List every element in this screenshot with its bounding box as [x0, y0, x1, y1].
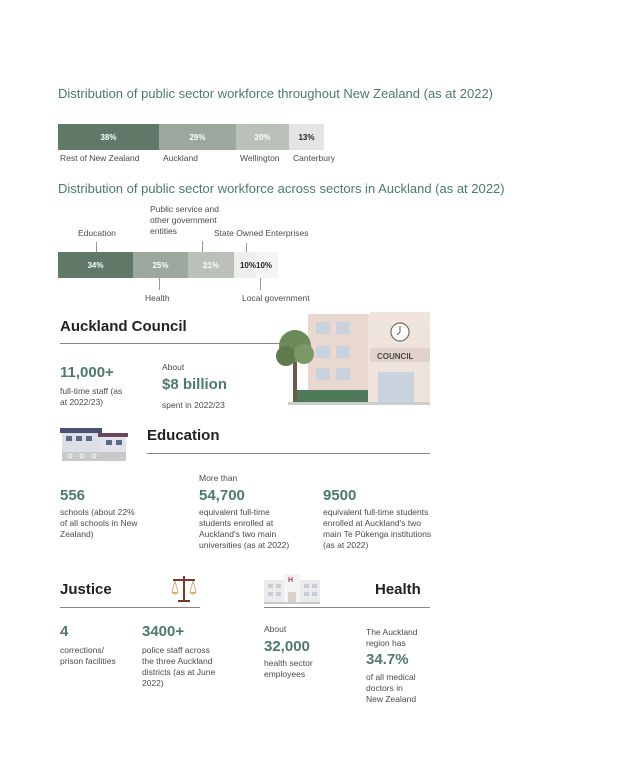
- category-label-1: Auckland: [163, 153, 198, 163]
- council-spend-desc: spent in 2022/23: [162, 400, 225, 410]
- education-uni-prefix: More than: [199, 473, 238, 483]
- education-school-illustration: [60, 424, 128, 462]
- education-tp-desc: equivalent full-time students enrolled at Auckland's two main Te Pūkenga institutions (as at 2022): [323, 507, 432, 550]
- justice-rule: [60, 607, 200, 608]
- category-label-0: Rest of New Zealand: [60, 153, 140, 163]
- council-building-illustration: [274, 310, 430, 410]
- bar-segment-2: 21%: [188, 252, 234, 278]
- hospital-illustration: [264, 572, 320, 604]
- council-rule: [60, 343, 300, 344]
- category-label-2: Wellington: [240, 153, 280, 163]
- education-schools-desc: schools (about 22% of all schools in New Zealand): [60, 507, 138, 539]
- health-doctors-top: The Auckland region has: [366, 627, 418, 648]
- chart2-bar: [58, 252, 279, 278]
- education-tp-value: 9500: [323, 487, 357, 504]
- justice-police-desc: police staff across the three Auckland districts (as at June 2022): [142, 645, 216, 688]
- chart1-title: Distribution of public sector workforce throughout New Zealand (as at 2022): [58, 86, 493, 101]
- bar-segment-0: 34%: [58, 252, 133, 278]
- council-staff-value: 11,000+: [60, 364, 114, 381]
- health-rule: [264, 607, 430, 608]
- category-label-3: Canterbury: [293, 153, 336, 163]
- justice-police-value: 3400+: [142, 623, 185, 640]
- education-uni-value: 54,700: [199, 487, 245, 504]
- justice-corrections-desc: corrections/ prison facilities: [60, 645, 116, 666]
- education-title: Education: [147, 427, 220, 444]
- council-sign: COUNCIL: [377, 352, 414, 361]
- justice-title: Justice: [60, 581, 112, 598]
- chart1-bar: [58, 124, 325, 150]
- health-employees-desc: health sector employees: [264, 658, 313, 679]
- education-rule: [147, 453, 430, 454]
- education-uni-desc: equivalent full-time students enrolled at Auckland's two main universities (as at 2022): [199, 507, 290, 550]
- category-label-0: Education: [78, 228, 116, 238]
- label-tick-3: [246, 243, 247, 252]
- bar-segment-4: 10%: [256, 252, 278, 278]
- category-label-3: State Owned Enterprises: [214, 228, 309, 238]
- council-staff-desc: full-time staff (as at 2022/23): [60, 386, 123, 407]
- council-spend-prefix: About: [162, 362, 185, 372]
- category-label-4: Local government: [242, 293, 310, 303]
- bar-segment-3: 13%: [289, 124, 324, 150]
- health-employees-prefix: About: [264, 624, 287, 634]
- health-doctors-bottom: of all medical doctors in New Zealand: [366, 672, 417, 704]
- scales-icon: [169, 574, 199, 604]
- label-tick-4: [260, 278, 261, 290]
- label-tick-1: [159, 278, 160, 290]
- health-employees-value: 32,000: [264, 638, 310, 655]
- label-tick-2: [202, 241, 203, 252]
- bar-segment-0: 38%: [58, 124, 159, 150]
- health-doctors-value: 34.7%: [366, 651, 409, 668]
- justice-corrections-value: 4: [60, 623, 69, 640]
- council-title: Auckland Council: [60, 318, 187, 335]
- hospital-sign: H: [288, 577, 294, 584]
- label-tick-0: [96, 242, 97, 252]
- chart2-title: Distribution of public sector workforce across sectors in Auckland (as at 2022): [58, 181, 505, 196]
- education-schools-value: 556: [60, 487, 86, 504]
- bar-segment-3: 10%: [234, 252, 256, 278]
- bar-segment-2: 20%: [236, 124, 289, 150]
- council-spend-value: $8 billion: [162, 376, 228, 393]
- bar-segment-1: 29%: [159, 124, 236, 150]
- category-label-2: Public service and other government entities: [150, 204, 219, 236]
- health-title: Health: [375, 581, 421, 598]
- category-label-1: Health: [145, 293, 170, 303]
- bar-segment-1: 25%: [133, 252, 188, 278]
